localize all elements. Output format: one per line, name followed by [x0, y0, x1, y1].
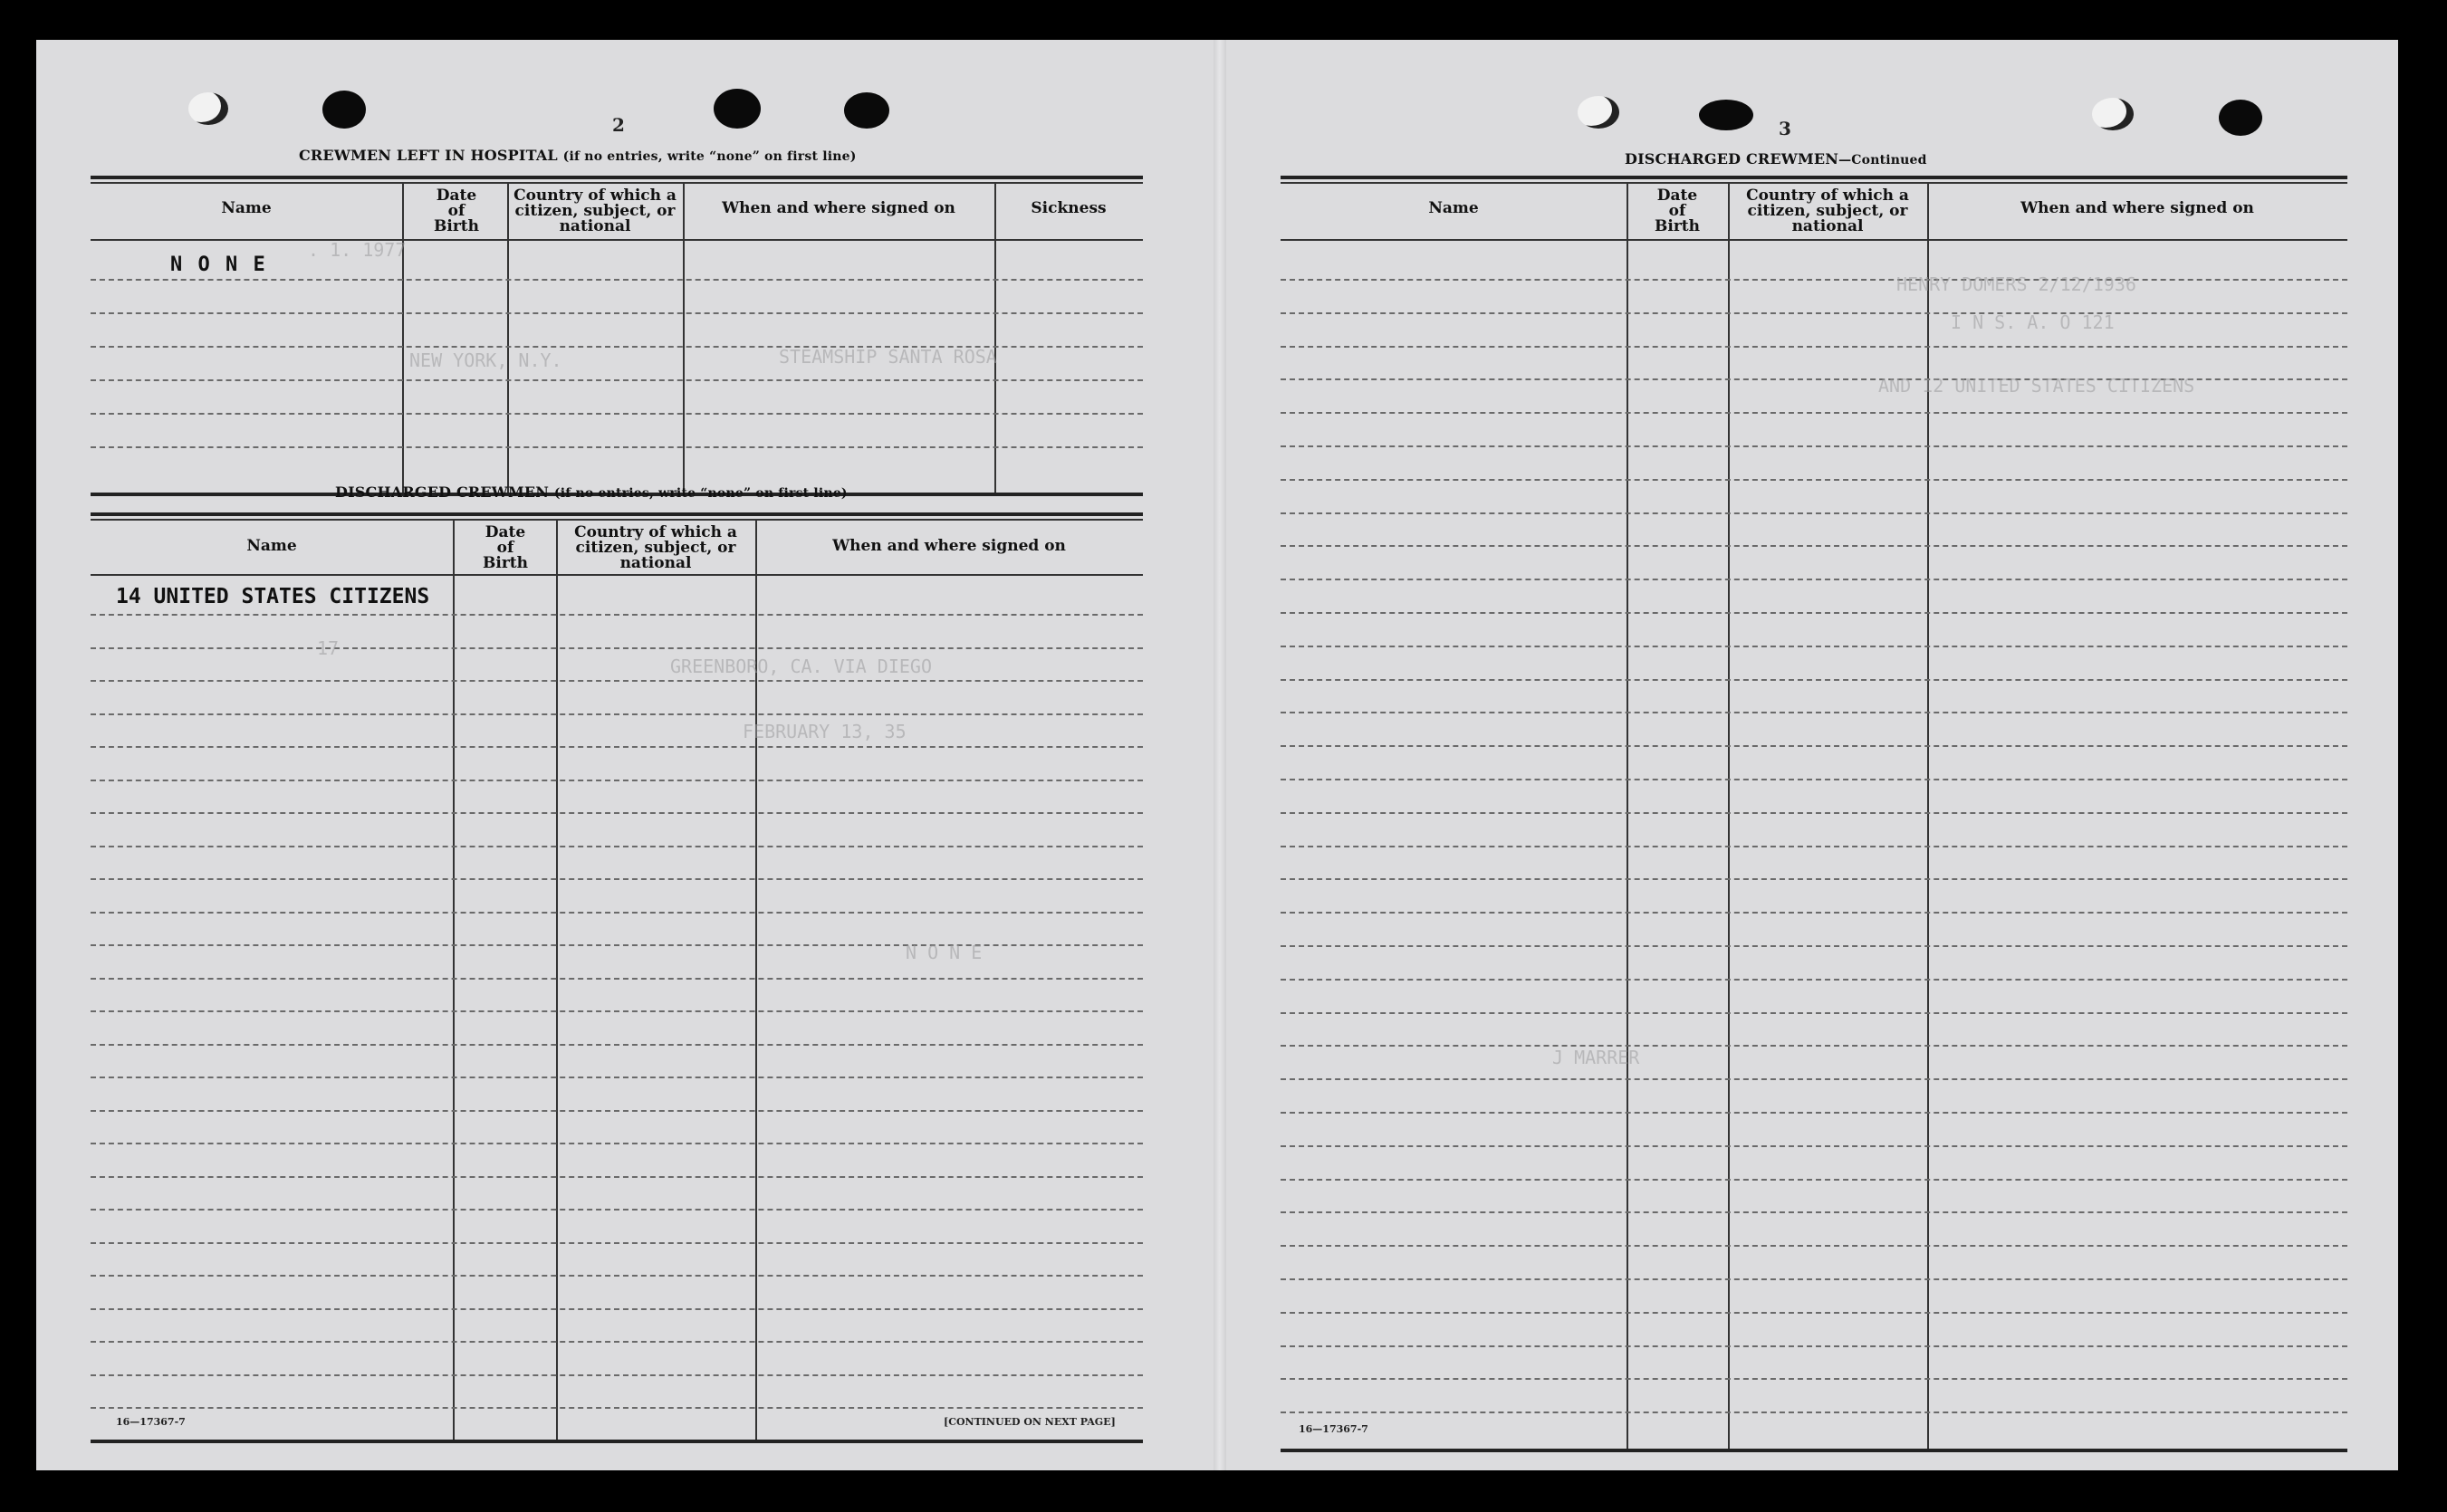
row-line [1281, 1179, 2347, 1181]
row-line [1281, 346, 2347, 348]
row-line [1281, 646, 2347, 647]
row-line [1281, 579, 2347, 580]
row-line [91, 1407, 1143, 1409]
rule [1281, 239, 2347, 241]
rule [91, 182, 1143, 184]
bleed-through-text: GREENBORO, CA. VIA DIEGO [670, 656, 932, 677]
row-line [1281, 1378, 2347, 1380]
hospital-title-subtitle: (if no entries, write “none” on first line) [562, 149, 857, 164]
row-line [91, 379, 1143, 381]
bleed-through-text: . 1. 1977 [308, 239, 407, 261]
continued-note: [CONTINUED ON NEXT PAGE] [944, 1416, 1116, 1428]
row-line [1281, 779, 2347, 780]
row-line [1281, 712, 2347, 713]
row-line [1281, 1278, 2347, 1280]
row-line [1281, 445, 2347, 447]
row-line [91, 446, 1143, 448]
row-line [91, 1341, 1143, 1343]
row-line [1281, 979, 2347, 981]
column-header-name: Name [221, 199, 272, 217]
column-header-name: Name [246, 537, 297, 555]
row-line [1281, 1045, 2347, 1047]
hospital-title-text: CREWMEN LEFT IN HOSPITAL [299, 147, 558, 164]
discharged-title-text: DISCHARGED CREWMEN [335, 483, 550, 501]
rule [91, 574, 1143, 576]
row-line [91, 279, 1143, 281]
rule [91, 519, 1143, 521]
column-header-country: Country of which a citizen, subject, or national [1746, 187, 1909, 235]
row-line [1281, 846, 2347, 847]
row-line [1281, 1112, 2347, 1114]
right-page [1226, 40, 2398, 1470]
row-line [91, 1110, 1143, 1112]
row-line [1281, 1245, 2347, 1247]
row-line [91, 1209, 1143, 1211]
row-line [1281, 1345, 2347, 1347]
row-line [1281, 545, 2347, 547]
row-line [1281, 812, 2347, 814]
rule [91, 1440, 1143, 1443]
left-page [36, 40, 1214, 1470]
rule [1281, 1449, 2347, 1452]
row-line [91, 1176, 1143, 1178]
row-line [91, 780, 1143, 781]
hospital-entry: N O N E [170, 254, 267, 276]
row-line [1281, 512, 2347, 514]
row-line [1281, 279, 2347, 281]
row-line [1281, 479, 2347, 481]
bleed-through-text: 17 [317, 637, 340, 659]
rule [91, 512, 1143, 516]
bleed-through-text: HENRY DOMERS 2/12/1936 [1896, 273, 2136, 295]
rule [1281, 182, 2347, 184]
row-line [1281, 1012, 2347, 1014]
column-divider [1927, 182, 1929, 1450]
row-line [1281, 912, 2347, 914]
column-header-date-of-birth: Date of Birth [483, 523, 528, 572]
document-spread [36, 40, 2398, 1470]
column-header-signed-on: When and where signed on [832, 537, 1066, 555]
rule [91, 239, 1143, 241]
row-line [91, 1308, 1143, 1310]
rule [1281, 176, 2347, 179]
bleed-through-text: AND 12 UNITED STATES CITIZENS [1878, 375, 2195, 397]
row-line [91, 713, 1143, 715]
row-line [1281, 1145, 2347, 1147]
row-line [91, 846, 1143, 847]
row-line [1281, 745, 2347, 747]
row-line [91, 912, 1143, 914]
bleed-through-text: STEAMSHIP SANTA ROSA [779, 346, 997, 368]
column-header-date-of-birth: Date of Birth [434, 187, 479, 235]
bleed-through-text: I N S. A. O 121 [1951, 311, 2115, 333]
row-line [91, 944, 1143, 946]
row-line [91, 746, 1143, 748]
column-header-sickness: Sickness [1031, 199, 1107, 217]
row-line [1281, 312, 2347, 314]
page-number: 2 [612, 114, 625, 136]
column-divider [453, 519, 455, 1440]
row-line [1281, 1078, 2347, 1080]
row-line [1281, 679, 2347, 681]
center-fold [1214, 40, 1226, 1470]
discharged-entry: 14 UNITED STATES CITIZENS [116, 585, 430, 608]
column-divider [556, 519, 558, 1440]
rule [91, 176, 1143, 179]
discharged-section-title [335, 483, 848, 501]
row-line [1281, 1211, 2347, 1213]
row-line [91, 614, 1143, 616]
continued-title-text: DISCHARGED CREWMEN [1625, 150, 1839, 167]
page-number: 3 [1779, 118, 1791, 139]
row-line [91, 1077, 1143, 1078]
form-number: 16—17367-7 [1299, 1423, 1368, 1435]
column-header-signed-on: When and where signed on [2020, 199, 2254, 217]
hospital-section-title [299, 147, 857, 164]
row-line [1281, 1412, 2347, 1413]
continued-title-suffix: —Continued [1838, 153, 1927, 167]
column-header-country: Country of which a citizen, subject, or national [574, 523, 737, 572]
row-line [91, 1275, 1143, 1277]
row-line [91, 978, 1143, 980]
row-line [1281, 1312, 2347, 1314]
bleed-through-text: NEW YORK, N.Y. [409, 349, 562, 371]
discharged-title-subtitle: (if no entries, write “none” on first line) [553, 486, 848, 501]
bleed-through-text: J MARRER [1552, 1047, 1640, 1068]
row-line [91, 1374, 1143, 1376]
row-line [91, 812, 1143, 814]
row-line [1281, 945, 2347, 947]
row-line [91, 1044, 1143, 1046]
row-line [91, 1010, 1143, 1012]
row-line [1281, 412, 2347, 414]
row-line [91, 312, 1143, 314]
column-header-name: Name [1428, 199, 1479, 217]
row-line [91, 1143, 1143, 1144]
row-line [1281, 612, 2347, 614]
column-header-signed-on: When and where signed on [722, 199, 955, 217]
form-number: 16—17367-7 [116, 1416, 186, 1428]
row-line [91, 413, 1143, 415]
discharged-continued-title [1625, 150, 1927, 167]
row-line [91, 1242, 1143, 1244]
bleed-through-text: N O N E [906, 942, 983, 963]
column-divider [1627, 182, 1628, 1450]
row-line [91, 647, 1143, 649]
row-line [1281, 878, 2347, 880]
bleed-through-text: FEBRUARY 13, 35 [743, 721, 907, 742]
column-header-date-of-birth: Date of Birth [1655, 187, 1700, 235]
column-header-country: Country of which a citizen, subject, or national [513, 187, 677, 235]
row-line [91, 878, 1143, 880]
row-line [91, 680, 1143, 682]
column-divider [1728, 182, 1730, 1450]
